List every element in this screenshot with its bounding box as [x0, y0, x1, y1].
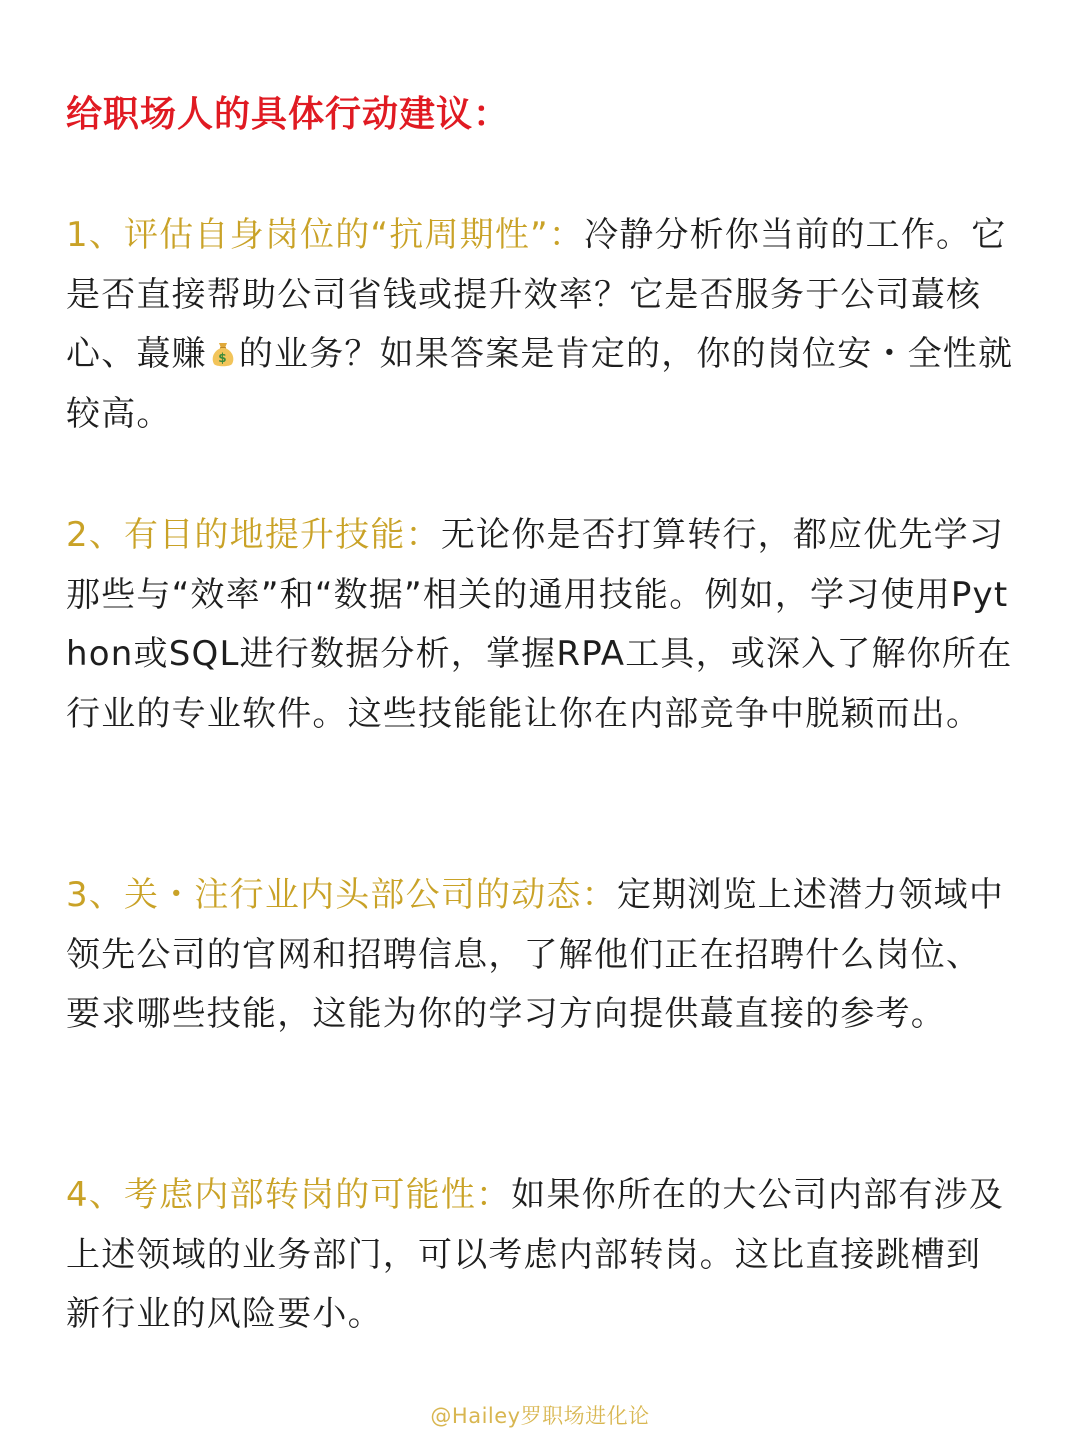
advice-heading-3: 3、关・注行业内头部公司的动态：	[66, 875, 617, 915]
author-watermark: @Hailey罗职场进化论	[430, 1404, 650, 1428]
advice-body-1a: 冷静分析你当前的工作。它是否直接帮助公司省钱或提升效率？它是否服务于公司蕞核心、蕞赚	[66, 215, 1007, 374]
page-title: 给职场人的具体行动建议：	[66, 94, 511, 135]
advice-item-3	[66, 866, 1016, 1045]
advice-body-3: 定期浏览上述潜力领域中领先公司的官网和招聘信息，了解他们正在招聘什么岗位、要求哪些技能，这能为你的学习方向提供蕞直接的参考。	[66, 875, 1005, 1034]
advice-item-2	[66, 506, 1016, 744]
advice-body-4: 如果你所在的大公司内部有涉及上述领域的业务部门，可以考虑内部转岗。这比直接跳槽到新行业的风险要小。	[66, 1175, 1005, 1334]
advice-item-4	[66, 1166, 1016, 1345]
advice-heading-1: 1、评估自身岗位的“抗周期性”：	[66, 215, 585, 255]
advice-body-1b: 的业务？如果答案是肯定的，你的岗位安・全性就较高。	[66, 334, 1014, 434]
advice-heading-4: 4、考虑内部转岗的可能性：	[66, 1175, 512, 1215]
money-bag-icon	[208, 329, 238, 365]
advice-body-2: 无论你是否打算转行，都应优先学习那些与“效率”和“数据”相关的通用技能。例如，学习使用Python或SQL进行数据分析，掌握RPA工具，或深入了解你所在行业的专业软件。这些技能能让你在内部竞争中脱颖而出。	[66, 515, 1013, 734]
advice-item-1	[66, 206, 1016, 444]
svg-text:$: $	[218, 351, 228, 365]
advice-heading-2: 2、有目的地提升技能：	[66, 515, 441, 555]
